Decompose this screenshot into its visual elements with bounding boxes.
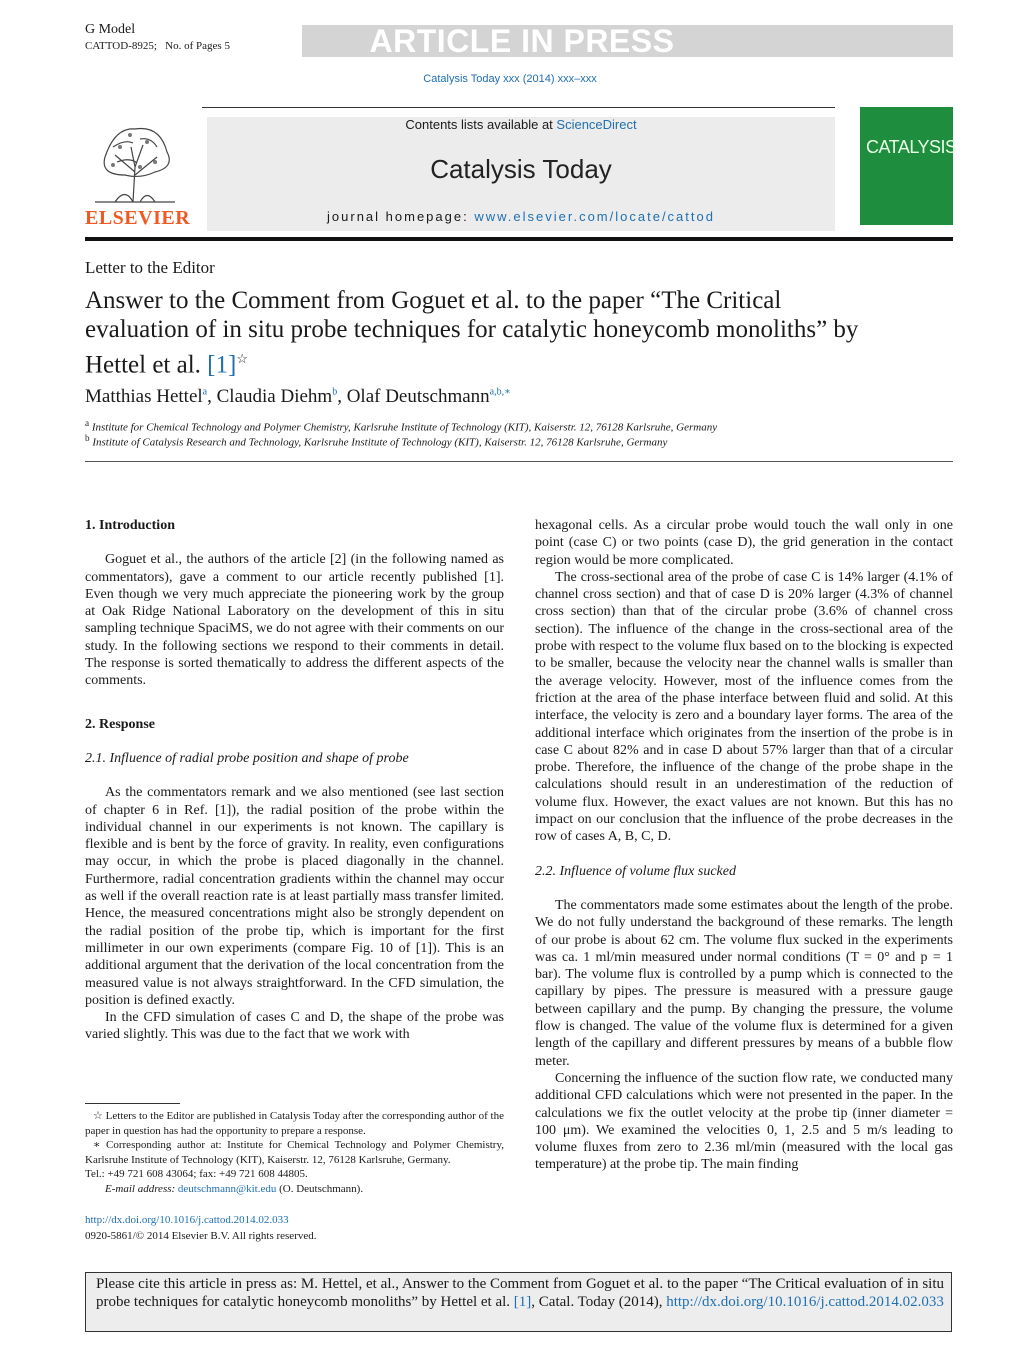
affiliation-marker: b: [85, 433, 90, 443]
head-rule: [85, 461, 953, 462]
title-star-note[interactable]: ☆: [236, 351, 248, 366]
doi-link[interactable]: http://dx.doi.org/10.1016/j.cattod.2014.02.033: [85, 1214, 289, 1226]
paragraph-2-2-a: The commentators made some estimates about the length of the probe. We do not fully understand the background of these remarks. The length of our probe is about 62 cm. The volume flux sucked in the experiments was ca. 1 ml/min measured under normal conditions (T = 0° and p = 1 bar). The volume flux is controlled by a pump which is connected to the capillary by pipes. The pressure is measured with a pressure gauge between capillary and the pump. By changing the pressure, the volume flow is changed. The value of the volume flux is determined for a given length of the capillary and different pressures by means of a bubble flow meter.: [535, 897, 953, 1069]
journal-homepage: [207, 209, 835, 224]
article-in-press-label: ARTICLE IN PRESS: [369, 23, 675, 59]
affiliation: [85, 418, 717, 434]
title-reference-link[interactable]: [1]: [207, 351, 237, 379]
citation-ref-link[interactable]: [1]: [513, 1293, 532, 1310]
article-title: [85, 286, 885, 379]
footnote-rule: [85, 1103, 180, 1104]
sciencedirect-link[interactable]: ScienceDirect: [556, 117, 637, 132]
email-label: E-mail address:: [105, 1182, 178, 1195]
issn-copyright: 0920-5861/© 2014 Elsevier B.V. All rights reserved.: [85, 1230, 317, 1242]
citation-text: [96, 1276, 944, 1311]
section-heading-response: 2. Response: [85, 716, 156, 732]
email-link[interactable]: deutschmann@kit.edu: [177, 1182, 277, 1195]
contents-line: [207, 117, 835, 132]
homepage-prefix: journal homepage:: [327, 209, 475, 224]
author-name: Olaf Deutschmann: [346, 386, 490, 407]
header-top-rule: [202, 107, 835, 108]
homepage-link[interactable]: www.elsevier.com/locate/cattod: [474, 209, 715, 224]
paragraph-continued: hexagonal cells. As a circular probe would touch the wall only in one point (case C) or two points (case D), the grid generation in the contact region would be more complicated.: [535, 518, 953, 568]
contents-prefix: Contents lists available at: [405, 117, 557, 132]
intro-paragraph: Goguet et al., the authors of the article [2] (in the following named as commentators), gave a comment to our article recently published [1]. Even though we very much appreciate the pioneering work by the group at Oak Ridge National Laboratory on the development of this in situ sampling technique SpaciMS, we do not agree with their comments on our study. In the following sections we respond to their comments in detail. The response is sorted thematically to address the different aspects of the comments.: [85, 552, 504, 689]
footnote-star: ☆ Letters to the Editor are published in Catalysis Today after the corresponding author of the paper in question has had the opportunity to prepare a response.: [85, 1110, 504, 1137]
section-heading-introduction: 1. Introduction: [85, 518, 175, 533]
footnotes: [85, 1109, 504, 1196]
journal-reference[interactable]: Catalysis Today xxx (2014) xxx–xxx: [423, 73, 597, 85]
affiliation-text: Institute of Catalysis Research and Technology, Karlsruhe Institute of Technology (KIT), Kaiserstr. 12, 76128 Karlsruhe, Germany: [92, 436, 668, 449]
citation-main: Please cite this article in press as: M. Hettel, et al., Answer to the Comment from Goguet et al. to the paper “The Critical evaluation of in situ probe techniques for catalytic honeycomb monoliths” by Hettel et al.: [96, 1276, 944, 1310]
paragraph-2-1-a: As the commentators remark and we also mentioned (see last section of chapter 6 in Ref. [1]), the radial position of the probe within the individual channel in our experiments is not known. The capillary is flexible and is bent by the force of gravity. In reality, even configurations may occur, in which the probe is placed diagonally in the channel. Furthermore, radial concentration gradients within the channel may occur as well if the overall reaction rate is at least partially mass transfer limited. Hence, the measured concentrations might also be strongly dependent on the radial position of the probe tip, which is important for the first millimeter in our own experiments (compare Fig. 10 of [1]). This is an additional argument that the derivation of the local concentration from the measured value is not always straightforward. In the CFD simulation, the position is defined exactly.: [85, 785, 504, 1008]
doi-block: [85, 1212, 317, 1244]
right-column: [535, 517, 953, 1174]
paragraph-cross-section: The cross-sectional area of the probe of case C is 14% larger (4.1% of channel cross section) and that of case D is 20% larger (4.3% of channel cross section) than that of the circular probe (3.6% of channel cross section). The influence of the change in the cross-sectional area of the probe with respect to the volume flux based on to the blocking is expected to be smaller, because the velocity near the channel walls is smaller than the average velocity. However, most of the influence comes from the friction at the area of the phase interface between fluid and solid. At this interface, the velocity is zero and a boundary layer forms. The area of the additional interface which originates from the insertion of the probe is in case C about 82% and in case D about 57% larger than that of a circular probe. Therefore, the influence of the change of the probe shape in the calculations should result in an underestimation of the reduction of volume flux. However, the exact values are not known. But this has no impact on our conclusion that the influence of the probe decreases in the row of cases A, B, C, D.: [535, 569, 953, 845]
email-suffix: (O. Deutschmann).: [276, 1182, 364, 1195]
paragraph-2-2-b: Concerning the influence of the suction flow rate, we conducted many additional CFD calculations which were not presented in the paper. In the calculations we fix the outlet velocity at the probe tip (inner diameter = 100 μm). We examined the velocities 0, 1, 2.5 and 5 m/s leading to volume fluxes from zero to 2.36 ml/min (measured with the local gas temperature) at the probe tip. The main finding: [535, 1070, 953, 1173]
journal-title: Catalysis Today: [430, 154, 612, 184]
paragraph-2-1-b: In the CFD simulation of cases C and D, the shape of the probe was varied slightly. This was due to the fact that we work with: [85, 1010, 504, 1043]
subsection-heading-2-1: 2.1. Influence of radial probe position and shape of probe: [85, 750, 409, 766]
manuscript-number: CATTOD-8925;: [85, 40, 157, 52]
affiliation-marker: a: [85, 418, 90, 428]
cover-title: CATALYSIS: [866, 137, 957, 157]
footnote-tel: Tel.: +49 721 608 43064; fax: +49 721 608 44805.: [85, 1168, 308, 1180]
article-type: Letter to the Editor: [85, 258, 215, 277]
author-affil-sup[interactable]: a,b,∗: [489, 386, 511, 398]
affiliation-text: Institute for Chemical Technology and Polymer Chemistry, Karlsruhe Institute of Technology (KIT), Kaiserstr. 12, 76128 Karlsruhe, Germany: [91, 421, 718, 434]
elsevier-wordmark: ELSEVIER: [85, 207, 191, 229]
footnote-corresponding: ∗ Corresponding author at: Institute for Chemical Technology and Polymer Chemistry, Karlsruhe Institute of Technology (KIT), Kaiserstr. 12, 76128 Karlsruhe, Germany.: [85, 1139, 504, 1166]
affiliation: [85, 433, 667, 449]
model-info: [85, 22, 230, 54]
citation-journal: , Catal. Today (2014),: [531, 1293, 667, 1310]
footnote-email: [85, 1182, 504, 1197]
manuscript-id: [85, 38, 230, 54]
citation-doi-link[interactable]: http://dx.doi.org/10.1016/j.cattod.2014.02.033: [666, 1293, 944, 1310]
subsection-heading-2-2: 2.2. Influence of volume flux sucked: [535, 863, 736, 879]
author-affil-sup[interactable]: a: [202, 386, 208, 398]
author-affil-sup[interactable]: b: [332, 386, 338, 398]
title-text: Answer to the Comment from Goguet et al. to the paper “The Critical evaluation of in situ probe techniques for catalytic honeycomb monoliths” by Hettel et al.: [85, 287, 859, 379]
page-count: No. of Pages 5: [165, 40, 230, 52]
journal-cover-thumbnail: [860, 107, 957, 225]
author-name: Claudia Diehm: [216, 386, 333, 407]
author-list: Matthias Hettel$^a$, Claudia Diehm$^b$, Olaf Deutschmann$^{a,b,∗}$: [85, 386, 511, 407]
gmodel-label: G Model: [85, 22, 136, 37]
header-bottom-rule: [85, 237, 953, 241]
author-name: Matthias Hettel: [85, 386, 203, 407]
left-column: [85, 517, 504, 1044]
